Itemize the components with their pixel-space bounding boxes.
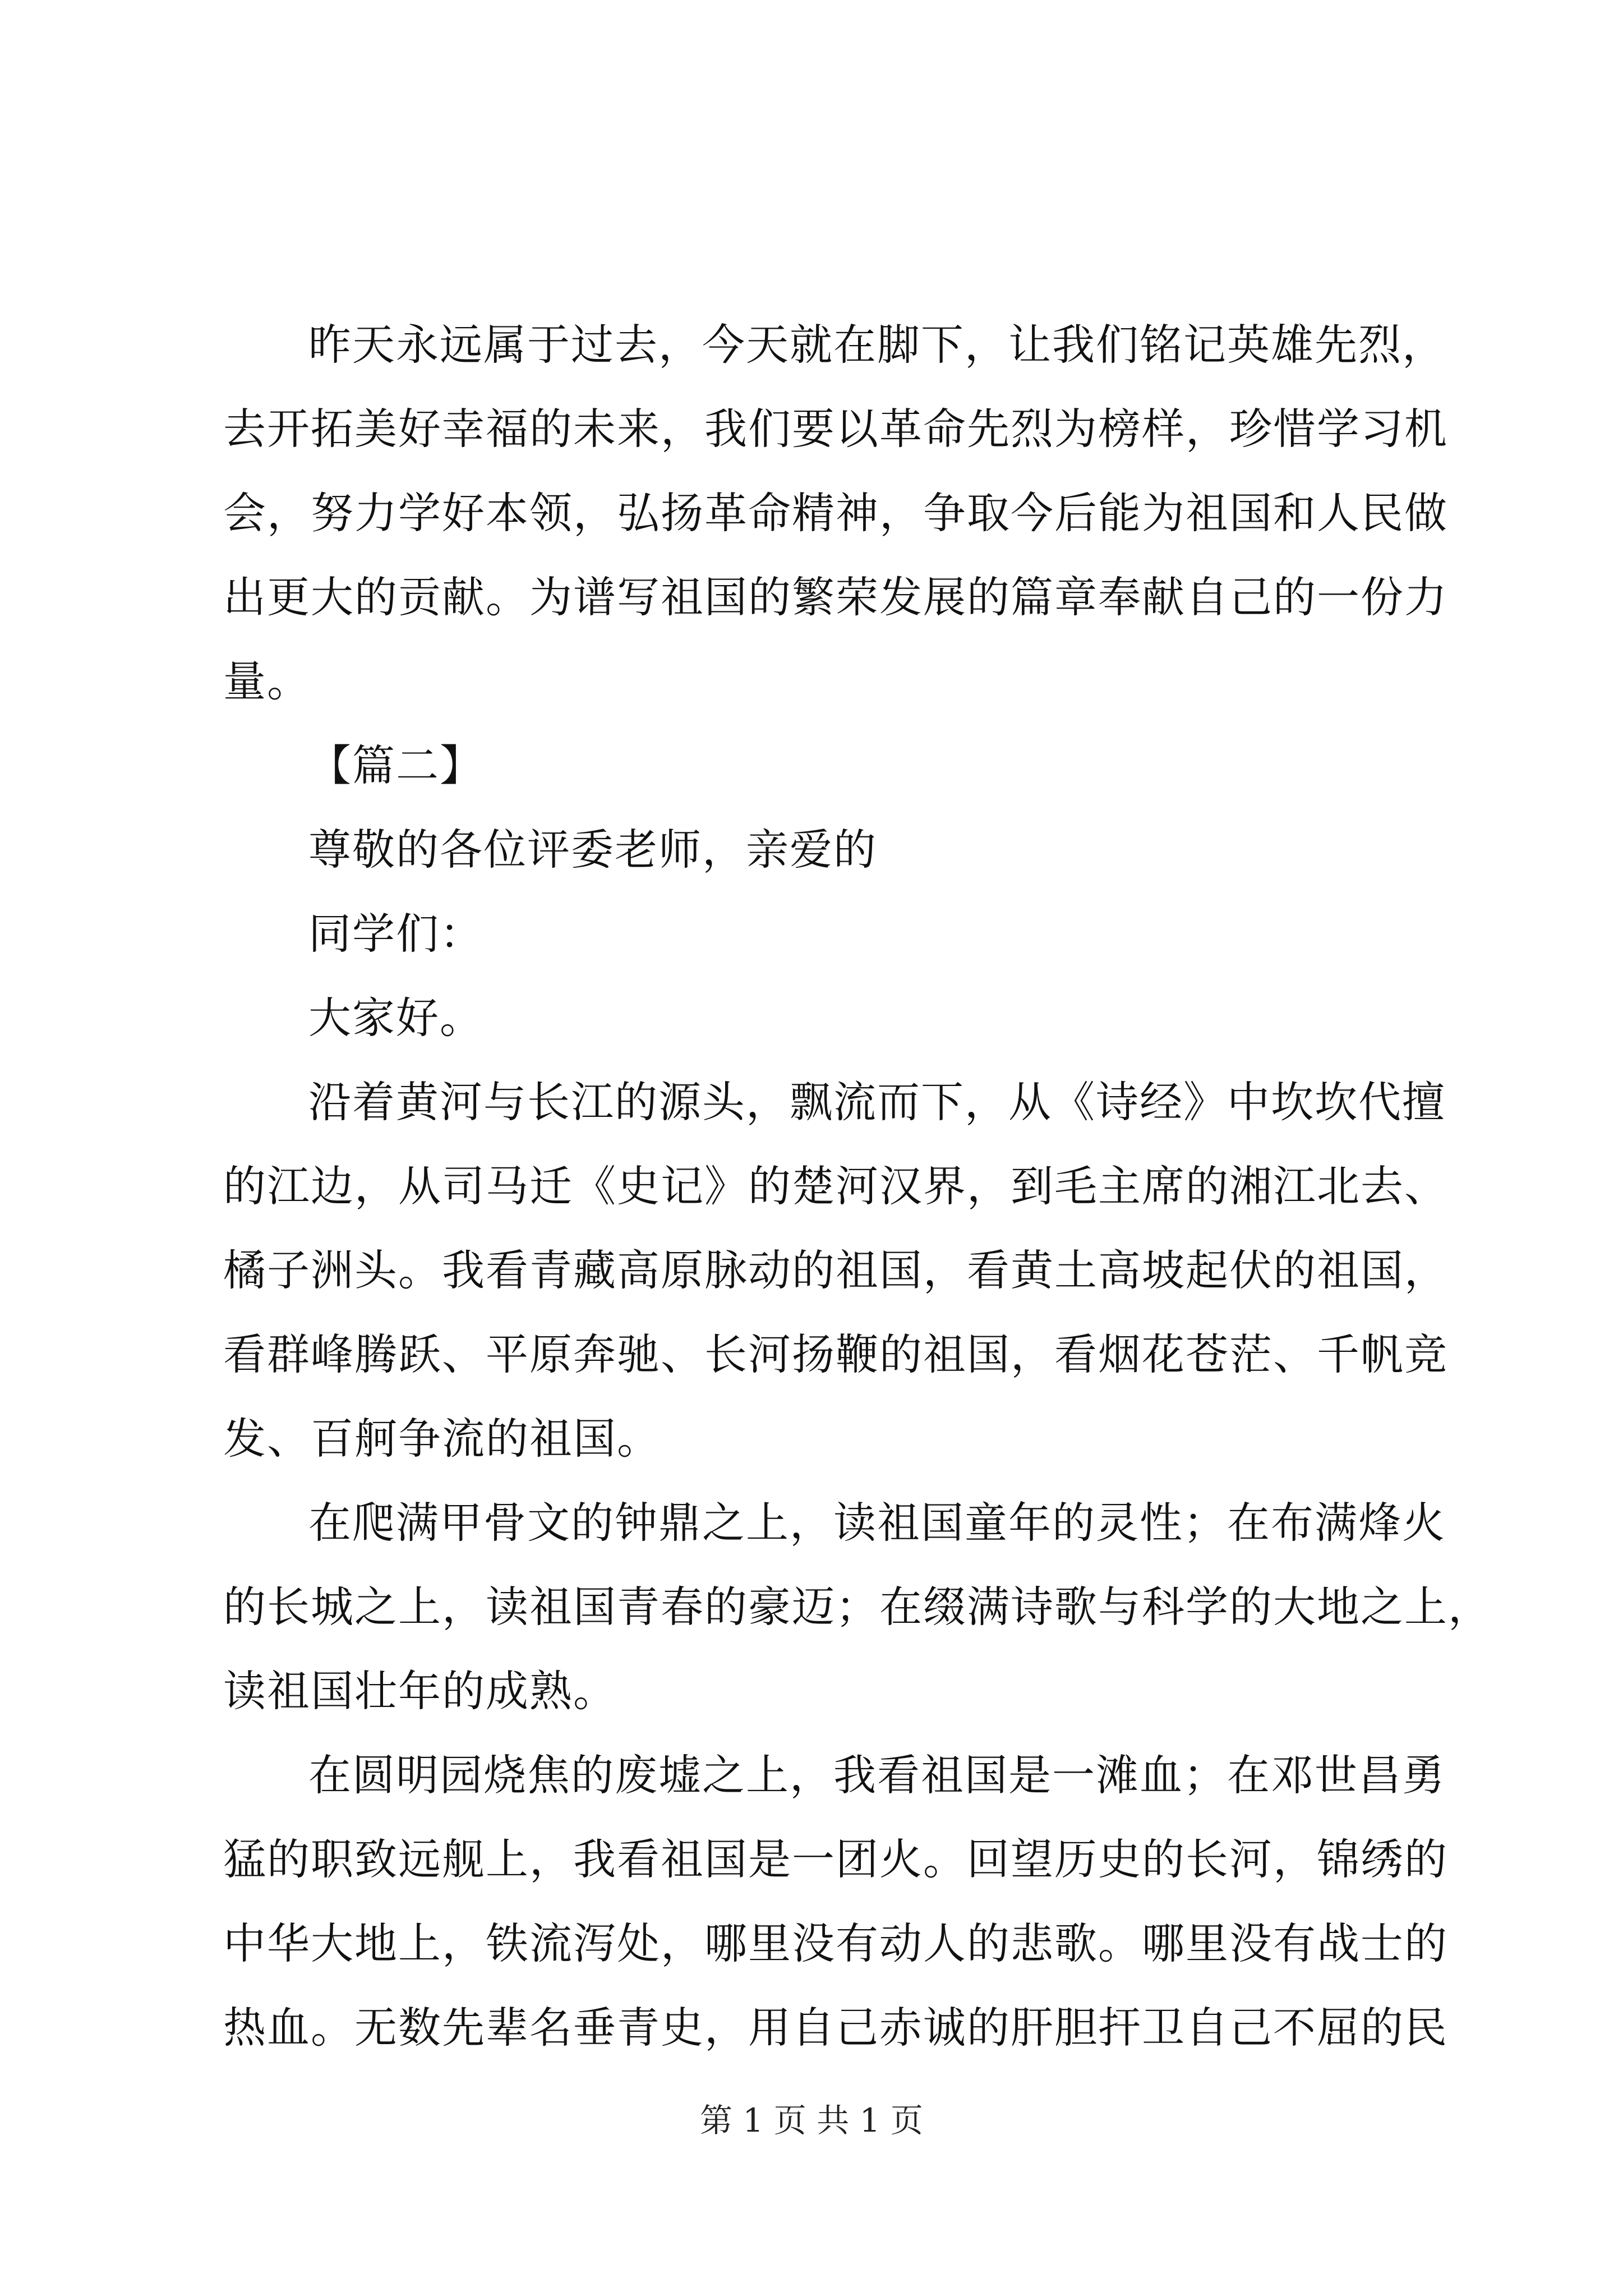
salutation-line: 同学们：: [308, 909, 483, 959]
paragraph-line: 昨天永远属于过去，今天就在脚下，让我们铭记英雄先烈，: [308, 320, 1446, 370]
paragraph-line: 读祖国壮年的成熟。: [223, 1666, 617, 1716]
paragraph-line: 去开拓美好幸福的未来，我们要以革命先烈为榜样，珍惜学习机: [223, 404, 1448, 454]
paragraph-line: 会，努力学好本领，弘扬革命精神，争取今后能为祖国和人民做: [223, 488, 1448, 538]
paragraph-line: 发、百舸争流的祖国。: [223, 1414, 661, 1464]
greeting-line: 大家好。: [308, 993, 483, 1043]
page-number-footer: 第 1 页 共 1 页: [700, 2101, 923, 2139]
paragraph-line: 在圆明园烧焦的废墟之上，我看祖国是一滩血；在邓世昌勇: [308, 1750, 1446, 1800]
paragraph-line: 中华大地上，铁流泻处，哪里没有动人的悲歌。哪里没有战士的: [223, 1918, 1448, 1968]
salutation-line: 尊敬的各位评委老师，亲爱的: [308, 825, 877, 875]
paragraph-line: 看群峰腾跃、平原奔驰、长河扬鞭的祖国，看烟花苍茫、千帆竞: [223, 1329, 1448, 1379]
paragraph-line: 在爬满甲骨文的钟鼎之上，读祖国童年的灵性；在布满烽火: [308, 1498, 1446, 1548]
paragraph-line: 出更大的贡献。为谱写祖国的繁荣发展的篇章奉献自己的一份力: [223, 572, 1448, 622]
paragraph-line: 量。: [223, 656, 311, 706]
paragraph-line: 猛的职致远舰上，我看祖国是一团火。回望历史的长河，锦绣的: [223, 1834, 1448, 1884]
paragraph-line: 橘子洲头。我看青藏高原脉动的祖国，看黄土高坡起伏的祖国，: [223, 1245, 1448, 1295]
paragraph-line: 沿着黄河与长江的源头，飘流而下，从《诗经》中坎坎代擅: [308, 1077, 1446, 1127]
paragraph-line: 热血。无数先辈名垂青史，用自己赤诚的肝胆扞卫自己不屈的民: [223, 2003, 1448, 2053]
paragraph-line: 的江边，从司马迁《史记》的楚河汉界，到毛主席的湘江北去、: [223, 1161, 1448, 1211]
section-heading: 【篇二】: [308, 740, 483, 790]
paragraph-line: 的长城之上，读祖国青春的豪迈；在缀满诗歌与科学的大地之上，: [223, 1582, 1492, 1632]
document-body: [223, 303, 1492, 2070]
